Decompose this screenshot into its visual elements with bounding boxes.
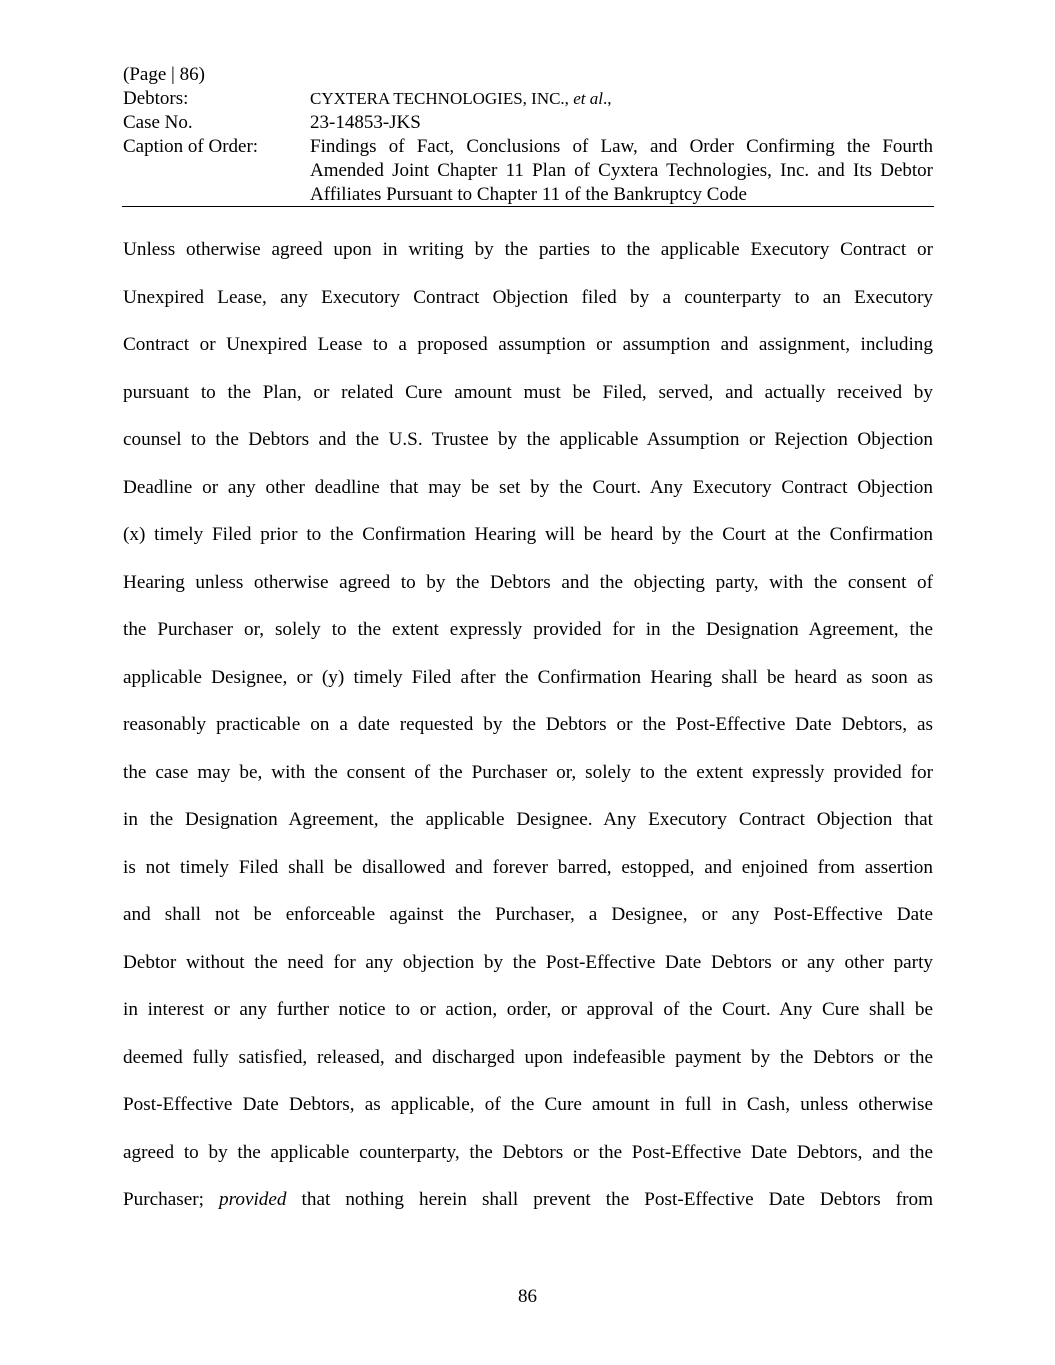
body-line: the Purchaser or, solely to the extent expressly provided for in the Designation Agreement, the [123,619,933,640]
body-line: applicable Designee, or (y) timely Filed after the Confirmation Hearing shall be heard as soon as [123,666,933,688]
last-line-suffix: that nothing herein shall prevent the Post-Effective Date Debtors from [301,1189,933,1210]
body-line: Unexpired Lease, any Executory Contract Objection filed by a counterparty to an Executory [123,286,933,308]
body-line: and shall not be enforceable against the Purchaser, a Designee, or any Post-Effective Date [123,904,933,925]
header-divider [122,206,934,207]
body-line: Debtor without the need for any objection by the Post-Effective Date Debtors or any other party [123,951,933,973]
body-line: pursuant to the Plan, or related Cure amount must be Filed, served, and actually received by [123,381,933,403]
provided-italic: provided [219,1189,287,1210]
body-line: agreed to by the applicable counterparty, the Debtors or the Post-Effective Date Debtors, and the [123,1141,933,1163]
body-line: Deadline or any other deadline that may be set by the Court. Any Executory Contract Objection [123,476,933,498]
case-label: Case No. [123,112,193,133]
debtors-value [310,87,933,111]
debtors-row [123,87,933,111]
body-line-last [123,1176,933,1224]
caption-of-order: Findings of Fact, Conclusions of Law, and Order Confirming the Fourth Amended Joint Chapter 11 Plan of Cyxtera Technologies, Inc. and Its Debtor Affiliates Pursuant to Chapter 11 of the Bankruptcy Code [310,136,933,205]
body-line: is not timely Filed shall be disallowed and forever barred, estopped, and enjoined from assertion [123,856,933,878]
body-line: counsel to the Debtors and the U.S. Trustee by the applicable Assumption or Rejection Objection [123,429,933,450]
body-line: Contract or Unexpired Lease to a proposed assumption or assumption and assignment, including [123,334,933,355]
caption-label: Caption of Order: [123,136,259,157]
case-row [123,111,933,135]
body-line: deemed fully satisfied, released, and discharged upon indefeasible payment by the Debtors or the [123,1046,933,1068]
debtors-label: Debtors: [123,88,189,109]
page-number: 86 [518,1286,537,1307]
debtors-et-al: et al [573,89,603,108]
caption-row [123,135,933,207]
debtors-name: CYXTERA TECHNOLOGIES, INC., [310,89,569,108]
debtors-punct: ., [602,89,612,108]
body-line: Unless otherwise agreed upon in writing by the parties to the applicable Executory Contract or [123,239,933,260]
page-ref-row [123,63,933,87]
caption-header [123,63,933,207]
body-line: the case may be, with the consent of the Purchaser or, solely to the extent expressly provided for [123,761,933,783]
case-number: 23-14853-JKS [310,112,421,133]
last-line-prefix: Purchaser; [123,1189,204,1210]
body-line: in the Designation Agreement, the applicable Designee. Any Executory Contract Objection that [123,809,933,830]
body-line: Post-Effective Date Debtors, as applicable, of the Cure amount in full in Cash, unless otherwise [123,1094,933,1115]
body-line: reasonably practicable on a date requested by the Debtors or the Post-Effective Date Debtors, as [123,714,933,735]
body-line: in interest or any further notice to or action, order, or approval of the Court. Any Cure shall be [123,999,933,1020]
page-reference: (Page | 86) [123,64,205,85]
body-line: (x) timely Filed prior to the Confirmation Hearing will be heard by the Court at the Confirmation [123,524,933,545]
body-text [123,226,933,1224]
body-line: Hearing unless otherwise agreed to by the Debtors and the objecting party, with the consent of [123,571,933,593]
